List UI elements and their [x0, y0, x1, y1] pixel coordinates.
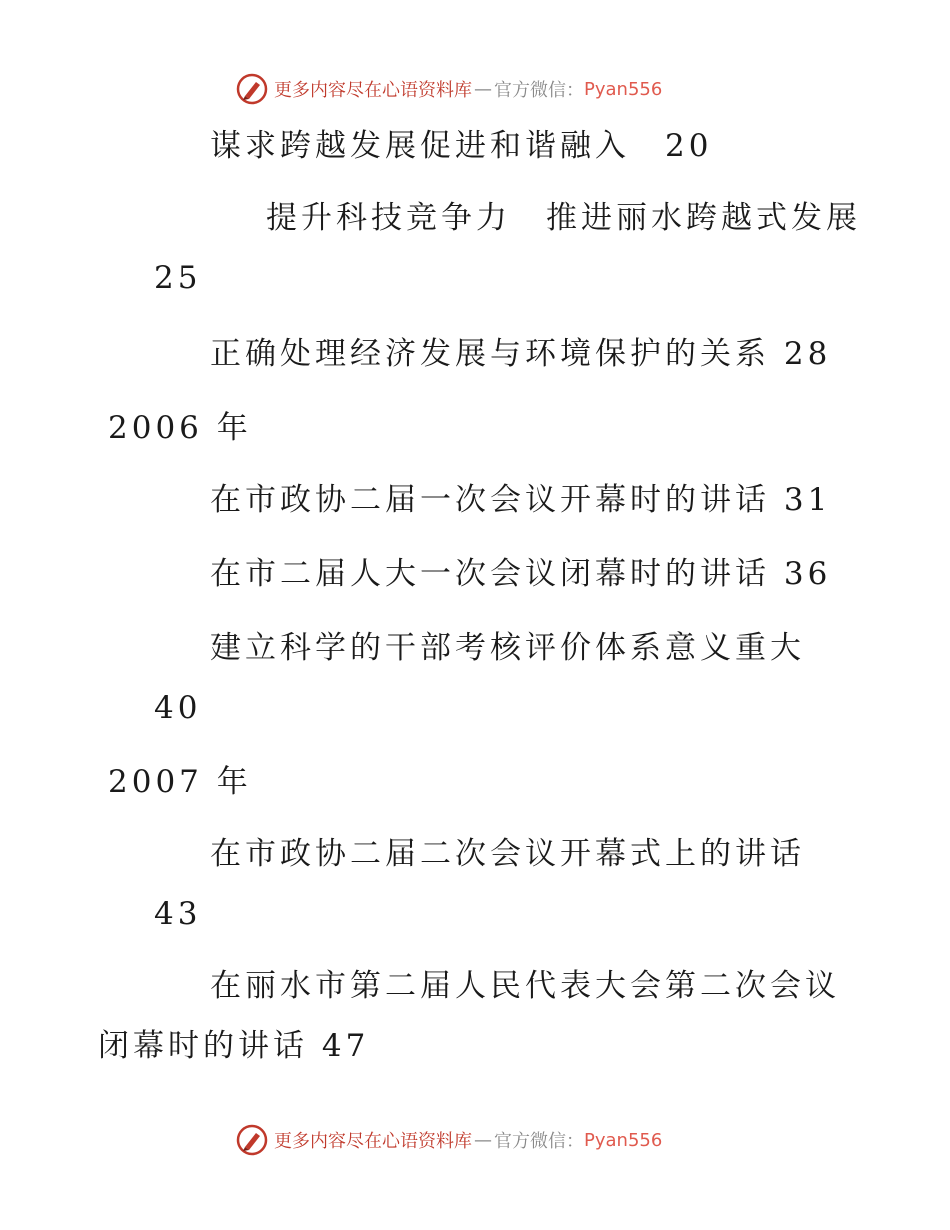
toc-entry-page-number: 43 — [154, 896, 202, 932]
toc-entry: 正确处理经济发展与环境保护的关系 28 — [210, 336, 832, 372]
banner-wechat-id: Pyan556 — [584, 78, 663, 100]
header-banner — [236, 72, 716, 106]
toc-entry: 提升科技竞争力 推进丽水跨越式发展 — [266, 200, 861, 236]
toc-entry: 在丽水市第二届人民代表大会第二次会议 — [210, 968, 840, 1004]
toc-year-heading: 2007 年 — [108, 764, 252, 800]
toc-entry: 在市政协二届二次会议开幕式上的讲话 — [210, 836, 805, 872]
toc-entry-continuation: 闭幕时的讲话 47 — [98, 1028, 370, 1064]
toc-year-heading: 2006 年 — [108, 410, 252, 446]
banner-text: 更多内容尽在心语资料库 — [274, 80, 472, 101]
banner-wechat-label: 官方微信： — [494, 1131, 584, 1152]
toc-entry: 在市政协二届一次会议开幕时的讲话 31 — [210, 482, 832, 518]
banner-separator: — — [474, 1129, 492, 1151]
pen-logo-icon — [236, 1124, 268, 1156]
toc-entry-page-number: 25 — [154, 260, 202, 296]
toc-entry: 建立科学的干部考核评价体系意义重大 — [210, 630, 805, 666]
footer-banner — [236, 1123, 716, 1157]
banner-separator: — — [474, 78, 492, 100]
toc-entry-page-number: 40 — [154, 690, 202, 726]
banner-wechat-label: 官方微信： — [494, 80, 584, 101]
toc-entry: 在市二届人大一次会议闭幕时的讲话 36 — [210, 556, 832, 592]
toc-entry: 谋求跨越发展促进和谐融入 20 — [210, 128, 713, 164]
banner-text: 更多内容尽在心语资料库 — [274, 1131, 472, 1152]
pen-logo-icon — [236, 73, 268, 105]
banner-wechat-id: Pyan556 — [584, 1129, 663, 1151]
